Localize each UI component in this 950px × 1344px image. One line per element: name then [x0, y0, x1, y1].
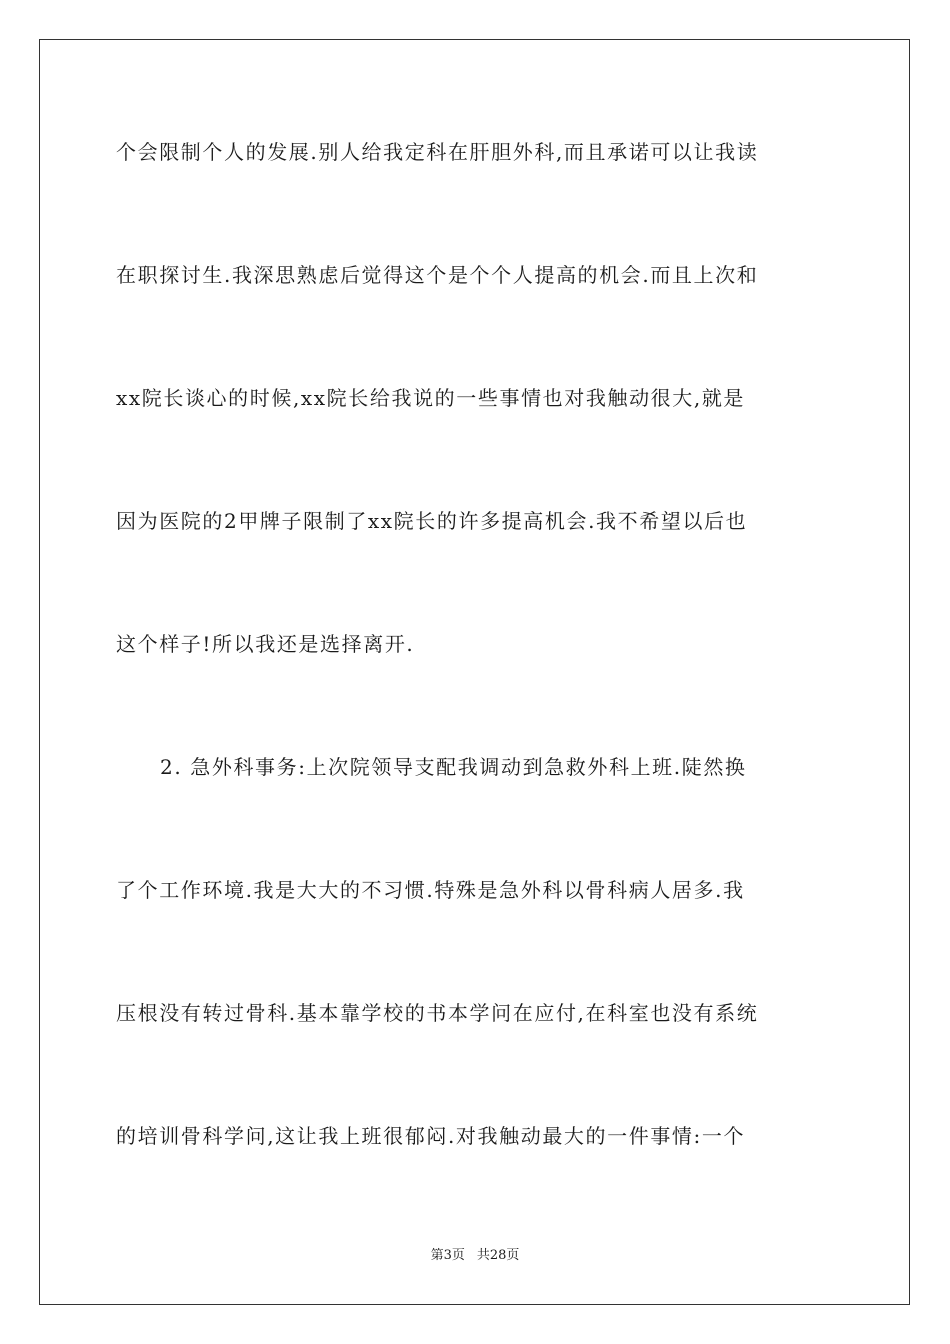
page-number: 第3页 — [430, 1248, 465, 1263]
text-line-1: 个会限制个人的发展.别人给我定科在肝胆外科,而且承诺可以让我读 — [116, 140, 759, 164]
text-line-5: 这个样子!所以我还是选择离开. — [116, 632, 415, 656]
page-footer — [0, 1247, 950, 1265]
text-line-9: 的培训骨科学问,这让我上班很郁闷.对我触动最大的一件事情:一个 — [116, 1124, 746, 1148]
text-line-6: 2. 急外科事务:上次院领导支配我调动到急救外科上班.陡然换 — [160, 755, 747, 779]
page-total: 共28页 — [476, 1248, 520, 1263]
text-line-4: 因为医院的2甲牌子限制了xx院长的许多提高机会.我不希望以后也 — [116, 509, 748, 533]
document-body — [116, 130, 836, 1237]
text-line-2: 在职探讨生.我深思熟虑后觉得这个是个个人提高的机会.而且上次和 — [116, 263, 759, 287]
text-line-7: 了个工作环境.我是大大的不习惯.特殊是急外科以骨科病人居多.我 — [116, 878, 745, 902]
text-line-3: xx院长谈心的时候,xx院长给我说的一些事情也对我触动很大,就是 — [116, 386, 746, 410]
text-line-8: 压根没有转过骨科.基本靠学校的书本学问在应付,在科室也没有系统 — [116, 1001, 759, 1025]
